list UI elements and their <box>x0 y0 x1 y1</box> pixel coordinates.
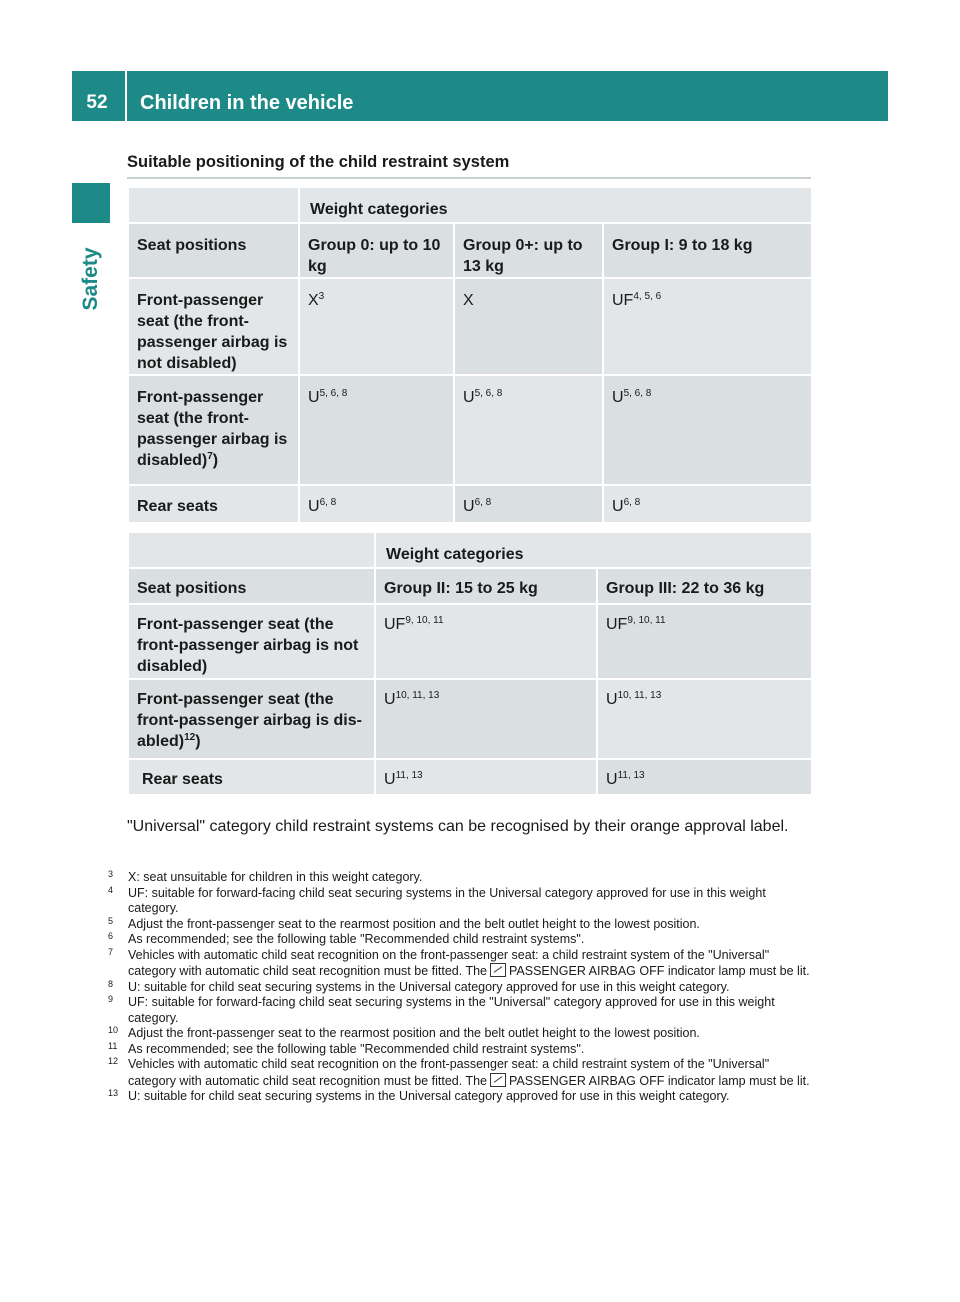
airbag-off-icon <box>490 1073 506 1087</box>
table-row <box>128 375 812 485</box>
footnote: 4 UF: suitable for forward-facing child seat securing systems in the Universal category approved for use in this weight category. <box>108 884 766 915</box>
footnote: 11 As recommended; see the following table "Recommended child restraint systems". <box>108 1040 585 1056</box>
table-cell: U$^{10, 11, 13}$ <box>597 679 812 759</box>
column-header-seat-positions: Seat positions <box>128 223 299 278</box>
table-cell: UF$^{9, 10, 11}$ <box>375 604 597 679</box>
footnote: 3 X: seat unsuitable for children in this weight category. <box>108 869 423 884</box>
table-cell: $X^3$ <box>299 278 454 375</box>
row-label: Rear seats <box>128 759 375 795</box>
footnote: 7 Vehicles with automatic child seat recognition on the front-passenger seat: a child restraint system of the "Universal" category with automatic child seat recognition must be fitted. The PASSENGER AIRBAG OFF indicator lamp must be lit. <box>108 946 810 978</box>
table-caption: Weight categories <box>299 187 812 223</box>
airbag-off-icon <box>490 963 506 977</box>
footnote: 5 Adjust the front-passenger seat to the rearmost position and the belt outlet height to the lowest position. <box>108 915 700 931</box>
header-divider <box>125 71 127 121</box>
table-row <box>128 604 812 679</box>
table-corner <box>128 532 375 568</box>
title-rule <box>127 177 811 179</box>
table-cell: U$^{11, 13}$ <box>375 759 597 795</box>
row-label: Front-passenger seat (the front-passenger airbag is not disabled) <box>128 278 299 375</box>
table-row <box>128 679 812 759</box>
side-tab <box>72 234 110 324</box>
footnote: 9 UF: suitable for forward-facing child seat securing systems in the "Universal" category approved for use in this weight category. <box>108 994 775 1025</box>
table-cell: U$^{5, 6, 8}$ <box>299 375 454 485</box>
footnote: 12 Vehicles with automatic child seat recognition on the front-passenger seat: a child restraint system of the "Universal" category with automatic child seat recognition must be fitted. The PASSENGER AIRBAG OFF indicator lamp must be lit. <box>108 1056 810 1088</box>
row-label: Front-passenger seat (the front-passenger airbag is dis-abled)$^{12}$) <box>128 679 375 759</box>
side-tab-label: Safety <box>79 247 102 311</box>
side-marker <box>72 183 110 223</box>
row-label: Rear seats <box>128 485 299 523</box>
table-caption: Weight categories <box>375 532 812 568</box>
footnote: 8 U: suitable for child seat securing systems in the Universal category approved for use in this weight category. <box>108 978 730 994</box>
weight-table-2 <box>127 531 813 796</box>
footnotes <box>108 870 812 1105</box>
table-cell: U$^{6, 8}$ <box>603 485 812 523</box>
footnote: 6 As recommended; see the following table "Recommended child restraint systems". <box>108 931 585 946</box>
table-cell: U$^{6, 8}$ <box>299 485 454 523</box>
section-title: Suitable positioning of the child restraint system <box>127 153 510 171</box>
table-cell: U$^{6, 8}$ <box>454 485 603 523</box>
table-cell: UF$^{9, 10, 11}$ <box>597 604 812 679</box>
column-header-seat-positions: Seat positions <box>128 568 375 604</box>
footnote: 10 Adjust the front-passenger seat to the rearmost position and the belt outlet height to the lowest position. <box>108 1025 700 1040</box>
page-number: 52 <box>86 92 108 113</box>
table-row <box>128 278 812 375</box>
table-row <box>128 759 812 795</box>
page-title: Children in the vehicle <box>140 92 354 114</box>
column-header-group-3: Group III: 22 to 36 kg <box>597 568 812 604</box>
weight-table-1 <box>127 186 813 524</box>
column-header-group-0: Group 0: up to 10 kg <box>299 223 454 278</box>
table-corner <box>128 187 299 223</box>
row-label: Front-passenger seat (the front-passenger airbag is disabled)$^7$) <box>128 375 299 485</box>
table-row <box>128 485 812 523</box>
table-cell: UF$^{4, 5, 6}$ <box>603 278 812 375</box>
column-header-group-2: Group II: 15 to 25 kg <box>375 568 597 604</box>
table-cell: U$^{5, 6, 8}$ <box>603 375 812 485</box>
table-cell: X <box>454 278 603 375</box>
footnote: 13 U: suitable for child seat securing systems in the Universal category approved for use in this weight category. <box>108 1088 730 1103</box>
column-header-group-1: Group I: 9 to 18 kg <box>603 223 812 278</box>
universal-note: "Universal" category child restraint systems can be recognised by their orange approval label. <box>127 818 789 835</box>
table-cell: U$^{11, 13}$ <box>597 759 812 795</box>
row-label: Front-passenger seat (the front-passenger airbag is not disabled) <box>128 604 375 679</box>
table-cell: U$^{10, 11, 13}$ <box>375 679 597 759</box>
column-header-group-0-plus: Group 0+: up to 13 kg <box>454 223 603 278</box>
table-cell: U$^{5, 6, 8}$ <box>454 375 603 485</box>
